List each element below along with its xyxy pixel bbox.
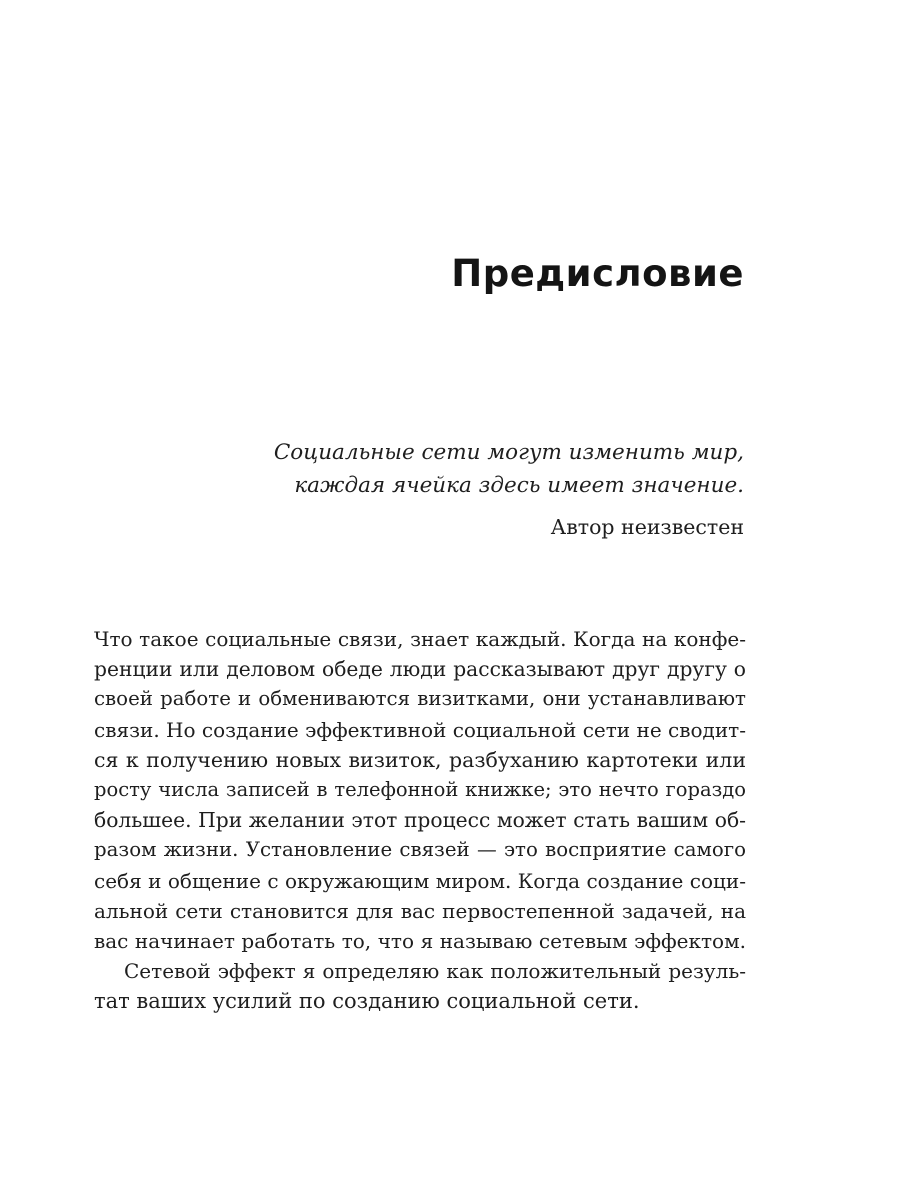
paragraph-1 bbox=[94, 624, 746, 956]
epigraph-line: Социальные сети могут изменить мир, bbox=[273, 440, 744, 465]
epigraph-author: Автор неизвестен bbox=[550, 515, 744, 539]
text-line: большее. При желании этот процесс может стать вашим об- bbox=[94, 808, 746, 833]
text-line: себя и общение с окружающим миром. Когда создание соци- bbox=[94, 868, 746, 893]
text-line: ренции или деловом обеде люди рассказывают друг другу о bbox=[94, 657, 746, 682]
text-line: Сетевой эффект я определяю как положительный резуль- bbox=[124, 959, 746, 984]
chapter-title: Предисловие bbox=[451, 252, 744, 295]
epigraph-line: каждая ячейка здесь имеет значение. bbox=[294, 473, 744, 498]
text-line: альной сети становится для вас первостепенной задачей, на bbox=[94, 898, 746, 923]
paragraph-2 bbox=[94, 956, 746, 1016]
text-line: тат ваших усилий по созданию социальной сети. bbox=[94, 989, 640, 1014]
body-text bbox=[94, 624, 746, 1017]
text-line: разом жизни. Установление связей — это восприятие самого bbox=[94, 838, 746, 862]
text-line: росту числа записей в телефонной книжке; это нечто гораздо bbox=[94, 778, 746, 802]
epigraph bbox=[184, 436, 744, 542]
text-line: Что такое социальные связи, знает каждый. Когда на конфе- bbox=[94, 627, 746, 651]
text-line: вас начинает работать то, что я называю сетевым эффектом. bbox=[94, 929, 746, 954]
text-line: связи. Но создание эффективной социальной сети не сводит- bbox=[94, 717, 746, 742]
text-line: своей работе и обмениваются визитками, они устанавливают bbox=[94, 687, 746, 711]
text-line: ся к получению новых визиток, разбуханию картотеки или bbox=[94, 747, 746, 772]
